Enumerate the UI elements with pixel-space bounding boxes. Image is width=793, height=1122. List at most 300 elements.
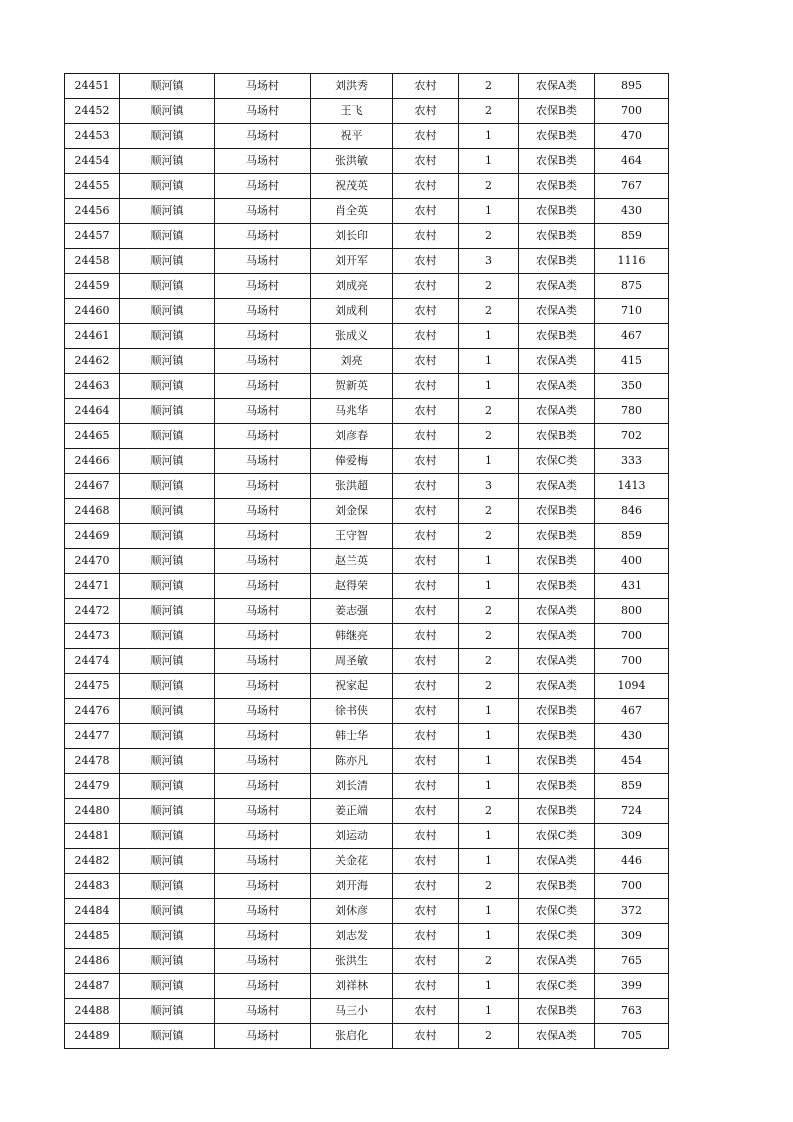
cell-count: 1 <box>459 849 519 874</box>
table-row <box>65 524 669 549</box>
cell-category: 农保B类 <box>519 249 595 274</box>
cell-category: 农保C类 <box>519 924 595 949</box>
cell-amount: 309 <box>595 824 669 849</box>
cell-type: 农村 <box>393 349 459 374</box>
cell-count: 1 <box>459 699 519 724</box>
cell-category: 农保B类 <box>519 774 595 799</box>
cell-town: 顺河镇 <box>120 74 215 99</box>
cell-amount: 705 <box>595 1024 669 1049</box>
cell-count: 2 <box>459 799 519 824</box>
cell-id: 24452 <box>65 99 120 124</box>
cell-type: 农村 <box>393 924 459 949</box>
table-row <box>65 849 669 874</box>
cell-category: 农保B类 <box>519 424 595 449</box>
cell-amount: 846 <box>595 499 669 524</box>
cell-town: 顺河镇 <box>120 999 215 1024</box>
cell-amount: 700 <box>595 624 669 649</box>
cell-village: 马场村 <box>215 199 311 224</box>
cell-name: 姜正端 <box>311 799 393 824</box>
cell-category: 农保C类 <box>519 974 595 999</box>
cell-village: 马场村 <box>215 624 311 649</box>
cell-category: 农保A类 <box>519 274 595 299</box>
table-row <box>65 924 669 949</box>
cell-town: 顺河镇 <box>120 549 215 574</box>
cell-town: 顺河镇 <box>120 449 215 474</box>
cell-amount: 702 <box>595 424 669 449</box>
cell-type: 农村 <box>393 724 459 749</box>
cell-id: 24462 <box>65 349 120 374</box>
cell-type: 农村 <box>393 124 459 149</box>
cell-category: 农保B类 <box>519 149 595 174</box>
cell-id: 24463 <box>65 374 120 399</box>
cell-type: 农村 <box>393 1024 459 1049</box>
cell-id: 24457 <box>65 224 120 249</box>
cell-town: 顺河镇 <box>120 1024 215 1049</box>
cell-name: 韩士华 <box>311 724 393 749</box>
cell-village: 马场村 <box>215 399 311 424</box>
cell-count: 1 <box>459 349 519 374</box>
cell-type: 农村 <box>393 574 459 599</box>
cell-name: 刘亮 <box>311 349 393 374</box>
cell-amount: 446 <box>595 849 669 874</box>
cell-id: 24481 <box>65 824 120 849</box>
cell-town: 顺河镇 <box>120 624 215 649</box>
cell-count: 1 <box>459 999 519 1024</box>
cell-id: 24451 <box>65 74 120 99</box>
cell-town: 顺河镇 <box>120 724 215 749</box>
cell-category: 农保B类 <box>519 124 595 149</box>
cell-village: 马场村 <box>215 749 311 774</box>
cell-village: 马场村 <box>215 999 311 1024</box>
cell-count: 2 <box>459 649 519 674</box>
cell-type: 农村 <box>393 824 459 849</box>
cell-amount: 431 <box>595 574 669 599</box>
table-row <box>65 74 669 99</box>
cell-town: 顺河镇 <box>120 324 215 349</box>
cell-type: 农村 <box>393 999 459 1024</box>
cell-id: 24475 <box>65 674 120 699</box>
cell-category: 农保B类 <box>519 174 595 199</box>
cell-count: 3 <box>459 474 519 499</box>
cell-type: 农村 <box>393 474 459 499</box>
cell-amount: 859 <box>595 524 669 549</box>
cell-type: 农村 <box>393 424 459 449</box>
cell-village: 马场村 <box>215 574 311 599</box>
cell-town: 顺河镇 <box>120 424 215 449</box>
cell-id: 24485 <box>65 924 120 949</box>
cell-count: 1 <box>459 924 519 949</box>
cell-town: 顺河镇 <box>120 949 215 974</box>
table-row <box>65 449 669 474</box>
cell-type: 农村 <box>393 799 459 824</box>
cell-name: 马三小 <box>311 999 393 1024</box>
cell-name: 徐书侠 <box>311 699 393 724</box>
table-row <box>65 999 669 1024</box>
cell-village: 马场村 <box>215 299 311 324</box>
cell-amount: 710 <box>595 299 669 324</box>
cell-id: 24461 <box>65 324 120 349</box>
cell-category: 农保B类 <box>519 224 595 249</box>
table-row <box>65 1024 669 1049</box>
cell-town: 顺河镇 <box>120 574 215 599</box>
cell-town: 顺河镇 <box>120 599 215 624</box>
cell-town: 顺河镇 <box>120 499 215 524</box>
cell-village: 马场村 <box>215 974 311 999</box>
table-row <box>65 899 669 924</box>
cell-amount: 372 <box>595 899 669 924</box>
cell-name: 刘运动 <box>311 824 393 849</box>
table-row <box>65 299 669 324</box>
cell-name: 张洪生 <box>311 949 393 974</box>
cell-count: 1 <box>459 749 519 774</box>
cell-amount: 454 <box>595 749 669 774</box>
cell-count: 2 <box>459 399 519 424</box>
cell-town: 顺河镇 <box>120 699 215 724</box>
cell-count: 3 <box>459 249 519 274</box>
cell-name: 祝家起 <box>311 674 393 699</box>
cell-id: 24470 <box>65 549 120 574</box>
cell-name: 刘成利 <box>311 299 393 324</box>
cell-town: 顺河镇 <box>120 249 215 274</box>
table-row <box>65 99 669 124</box>
cell-category: 农保B类 <box>519 574 595 599</box>
cell-category: 农保A类 <box>519 599 595 624</box>
cell-name: 刘彦春 <box>311 424 393 449</box>
cell-type: 农村 <box>393 974 459 999</box>
table-row <box>65 599 669 624</box>
cell-type: 农村 <box>393 99 459 124</box>
cell-village: 马场村 <box>215 599 311 624</box>
cell-name: 刘祥林 <box>311 974 393 999</box>
cell-town: 顺河镇 <box>120 174 215 199</box>
cell-town: 顺河镇 <box>120 899 215 924</box>
cell-name: 贺新英 <box>311 374 393 399</box>
cell-town: 顺河镇 <box>120 474 215 499</box>
cell-name: 刘休彦 <box>311 899 393 924</box>
cell-count: 2 <box>459 274 519 299</box>
cell-id: 24455 <box>65 174 120 199</box>
cell-type: 农村 <box>393 199 459 224</box>
cell-id: 24467 <box>65 474 120 499</box>
cell-town: 顺河镇 <box>120 799 215 824</box>
cell-id: 24468 <box>65 499 120 524</box>
cell-category: 农保B类 <box>519 874 595 899</box>
cell-name: 刘金保 <box>311 499 393 524</box>
cell-town: 顺河镇 <box>120 124 215 149</box>
cell-name: 刘志发 <box>311 924 393 949</box>
cell-id: 24479 <box>65 774 120 799</box>
cell-id: 24460 <box>65 299 120 324</box>
cell-amount: 895 <box>595 74 669 99</box>
cell-type: 农村 <box>393 699 459 724</box>
cell-name: 刘成亮 <box>311 274 393 299</box>
cell-type: 农村 <box>393 299 459 324</box>
cell-id: 24471 <box>65 574 120 599</box>
cell-village: 马场村 <box>215 799 311 824</box>
cell-type: 农村 <box>393 949 459 974</box>
cell-town: 顺河镇 <box>120 374 215 399</box>
cell-type: 农村 <box>393 524 459 549</box>
cell-count: 1 <box>459 149 519 174</box>
table-row <box>65 124 669 149</box>
cell-category: 农保C类 <box>519 449 595 474</box>
cell-type: 农村 <box>393 774 459 799</box>
cell-village: 马场村 <box>215 374 311 399</box>
cell-village: 马场村 <box>215 99 311 124</box>
cell-village: 马场村 <box>215 274 311 299</box>
cell-count: 1 <box>459 549 519 574</box>
cell-category: 农保A类 <box>519 1024 595 1049</box>
cell-amount: 1116 <box>595 249 669 274</box>
cell-village: 马场村 <box>215 774 311 799</box>
cell-type: 农村 <box>393 674 459 699</box>
cell-id: 24478 <box>65 749 120 774</box>
cell-id: 24489 <box>65 1024 120 1049</box>
cell-id: 24483 <box>65 874 120 899</box>
cell-village: 马场村 <box>215 324 311 349</box>
table-row <box>65 399 669 424</box>
cell-id: 24486 <box>65 949 120 974</box>
cell-village: 马场村 <box>215 349 311 374</box>
cell-name: 祝茂英 <box>311 174 393 199</box>
cell-count: 1 <box>459 574 519 599</box>
cell-village: 马场村 <box>215 824 311 849</box>
records-table <box>64 73 669 1049</box>
cell-category: 农保B类 <box>519 549 595 574</box>
table-row <box>65 874 669 899</box>
cell-town: 顺河镇 <box>120 349 215 374</box>
cell-type: 农村 <box>393 849 459 874</box>
cell-town: 顺河镇 <box>120 974 215 999</box>
cell-amount: 700 <box>595 99 669 124</box>
cell-category: 农保A类 <box>519 649 595 674</box>
cell-count: 1 <box>459 374 519 399</box>
cell-category: 农保B类 <box>519 799 595 824</box>
cell-amount: 700 <box>595 649 669 674</box>
cell-id: 24484 <box>65 899 120 924</box>
table-row <box>65 374 669 399</box>
cell-name: 刘长清 <box>311 774 393 799</box>
cell-id: 24472 <box>65 599 120 624</box>
cell-type: 农村 <box>393 74 459 99</box>
cell-amount: 415 <box>595 349 669 374</box>
cell-amount: 767 <box>595 174 669 199</box>
cell-id: 24480 <box>65 799 120 824</box>
table-row <box>65 349 669 374</box>
cell-town: 顺河镇 <box>120 674 215 699</box>
cell-category: 农保B类 <box>519 724 595 749</box>
cell-name: 刘洪秀 <box>311 74 393 99</box>
cell-type: 农村 <box>393 174 459 199</box>
cell-village: 马场村 <box>215 449 311 474</box>
cell-type: 农村 <box>393 224 459 249</box>
cell-category: 农保A类 <box>519 949 595 974</box>
cell-count: 1 <box>459 449 519 474</box>
cell-name: 赵兰英 <box>311 549 393 574</box>
cell-name: 王飞 <box>311 99 393 124</box>
cell-village: 马场村 <box>215 924 311 949</box>
cell-village: 马场村 <box>215 1024 311 1049</box>
cell-town: 顺河镇 <box>120 649 215 674</box>
table-row <box>65 799 669 824</box>
cell-village: 马场村 <box>215 949 311 974</box>
cell-id: 24466 <box>65 449 120 474</box>
table-row <box>65 974 669 999</box>
cell-id: 24476 <box>65 699 120 724</box>
cell-village: 马场村 <box>215 424 311 449</box>
cell-amount: 859 <box>595 774 669 799</box>
cell-village: 马场村 <box>215 74 311 99</box>
cell-type: 农村 <box>393 899 459 924</box>
table-row <box>65 499 669 524</box>
cell-name: 刘开军 <box>311 249 393 274</box>
cell-village: 马场村 <box>215 849 311 874</box>
cell-count: 1 <box>459 124 519 149</box>
cell-id: 24482 <box>65 849 120 874</box>
cell-count: 2 <box>459 524 519 549</box>
table-row <box>65 774 669 799</box>
cell-id: 24469 <box>65 524 120 549</box>
cell-name: 姜志强 <box>311 599 393 624</box>
table-row <box>65 474 669 499</box>
cell-count: 2 <box>459 74 519 99</box>
cell-type: 农村 <box>393 624 459 649</box>
cell-name: 陈亦凡 <box>311 749 393 774</box>
cell-name: 肖全英 <box>311 199 393 224</box>
cell-type: 农村 <box>393 499 459 524</box>
cell-id: 24453 <box>65 124 120 149</box>
cell-type: 农村 <box>393 549 459 574</box>
cell-amount: 724 <box>595 799 669 824</box>
cell-town: 顺河镇 <box>120 774 215 799</box>
cell-town: 顺河镇 <box>120 149 215 174</box>
cell-amount: 780 <box>595 399 669 424</box>
cell-village: 马场村 <box>215 149 311 174</box>
cell-town: 顺河镇 <box>120 399 215 424</box>
cell-id: 24464 <box>65 399 120 424</box>
cell-category: 农保B类 <box>519 524 595 549</box>
cell-category: 农保A类 <box>519 474 595 499</box>
cell-amount: 763 <box>595 999 669 1024</box>
cell-amount: 470 <box>595 124 669 149</box>
cell-type: 农村 <box>393 374 459 399</box>
cell-town: 顺河镇 <box>120 524 215 549</box>
cell-village: 马场村 <box>215 724 311 749</box>
cell-town: 顺河镇 <box>120 849 215 874</box>
cell-amount: 800 <box>595 599 669 624</box>
cell-category: 农保C类 <box>519 824 595 849</box>
cell-village: 马场村 <box>215 674 311 699</box>
cell-amount: 333 <box>595 449 669 474</box>
table-row <box>65 424 669 449</box>
cell-count: 1 <box>459 899 519 924</box>
cell-name: 韩继亮 <box>311 624 393 649</box>
table-row <box>65 674 669 699</box>
cell-category: 农保B类 <box>519 199 595 224</box>
cell-name: 王守智 <box>311 524 393 549</box>
cell-amount: 467 <box>595 324 669 349</box>
cell-name: 张洪敏 <box>311 149 393 174</box>
cell-amount: 400 <box>595 549 669 574</box>
cell-category: 农保B类 <box>519 99 595 124</box>
cell-amount: 467 <box>595 699 669 724</box>
cell-town: 顺河镇 <box>120 924 215 949</box>
cell-name: 张洪超 <box>311 474 393 499</box>
cell-count: 2 <box>459 174 519 199</box>
cell-category: 农保A类 <box>519 399 595 424</box>
cell-type: 农村 <box>393 274 459 299</box>
cell-category: 农保B类 <box>519 324 595 349</box>
cell-id: 24474 <box>65 649 120 674</box>
cell-village: 马场村 <box>215 549 311 574</box>
table-row <box>65 949 669 974</box>
table-row <box>65 249 669 274</box>
cell-type: 农村 <box>393 249 459 274</box>
cell-count: 1 <box>459 724 519 749</box>
cell-village: 马场村 <box>215 124 311 149</box>
cell-count: 1 <box>459 324 519 349</box>
cell-count: 2 <box>459 424 519 449</box>
cell-name: 关金花 <box>311 849 393 874</box>
cell-town: 顺河镇 <box>120 199 215 224</box>
cell-village: 马场村 <box>215 899 311 924</box>
cell-count: 1 <box>459 974 519 999</box>
table-row <box>65 749 669 774</box>
cell-count: 2 <box>459 599 519 624</box>
cell-village: 马场村 <box>215 474 311 499</box>
cell-category: 农保C类 <box>519 899 595 924</box>
cell-category: 农保A类 <box>519 374 595 399</box>
cell-count: 2 <box>459 99 519 124</box>
cell-type: 农村 <box>393 649 459 674</box>
table-row <box>65 824 669 849</box>
cell-id: 24488 <box>65 999 120 1024</box>
cell-id: 24473 <box>65 624 120 649</box>
cell-amount: 1413 <box>595 474 669 499</box>
cell-category: 农保B类 <box>519 999 595 1024</box>
table-row <box>65 199 669 224</box>
cell-amount: 765 <box>595 949 669 974</box>
cell-name: 赵得荣 <box>311 574 393 599</box>
cell-name: 张成义 <box>311 324 393 349</box>
cell-id: 24458 <box>65 249 120 274</box>
cell-amount: 700 <box>595 874 669 899</box>
cell-town: 顺河镇 <box>120 824 215 849</box>
cell-count: 2 <box>459 874 519 899</box>
cell-category: 农保B类 <box>519 749 595 774</box>
cell-type: 农村 <box>393 599 459 624</box>
cell-count: 1 <box>459 824 519 849</box>
cell-village: 马场村 <box>215 249 311 274</box>
cell-category: 农保A类 <box>519 299 595 324</box>
cell-amount: 1094 <box>595 674 669 699</box>
cell-amount: 309 <box>595 924 669 949</box>
table-row <box>65 324 669 349</box>
cell-name: 祝平 <box>311 124 393 149</box>
cell-town: 顺河镇 <box>120 299 215 324</box>
cell-category: 农保A类 <box>519 849 595 874</box>
table-row <box>65 649 669 674</box>
table-row <box>65 274 669 299</box>
cell-count: 1 <box>459 199 519 224</box>
table-row <box>65 699 669 724</box>
cell-town: 顺河镇 <box>120 224 215 249</box>
cell-count: 1 <box>459 774 519 799</box>
cell-count: 2 <box>459 499 519 524</box>
table-row <box>65 549 669 574</box>
table-row <box>65 149 669 174</box>
table-row <box>65 724 669 749</box>
